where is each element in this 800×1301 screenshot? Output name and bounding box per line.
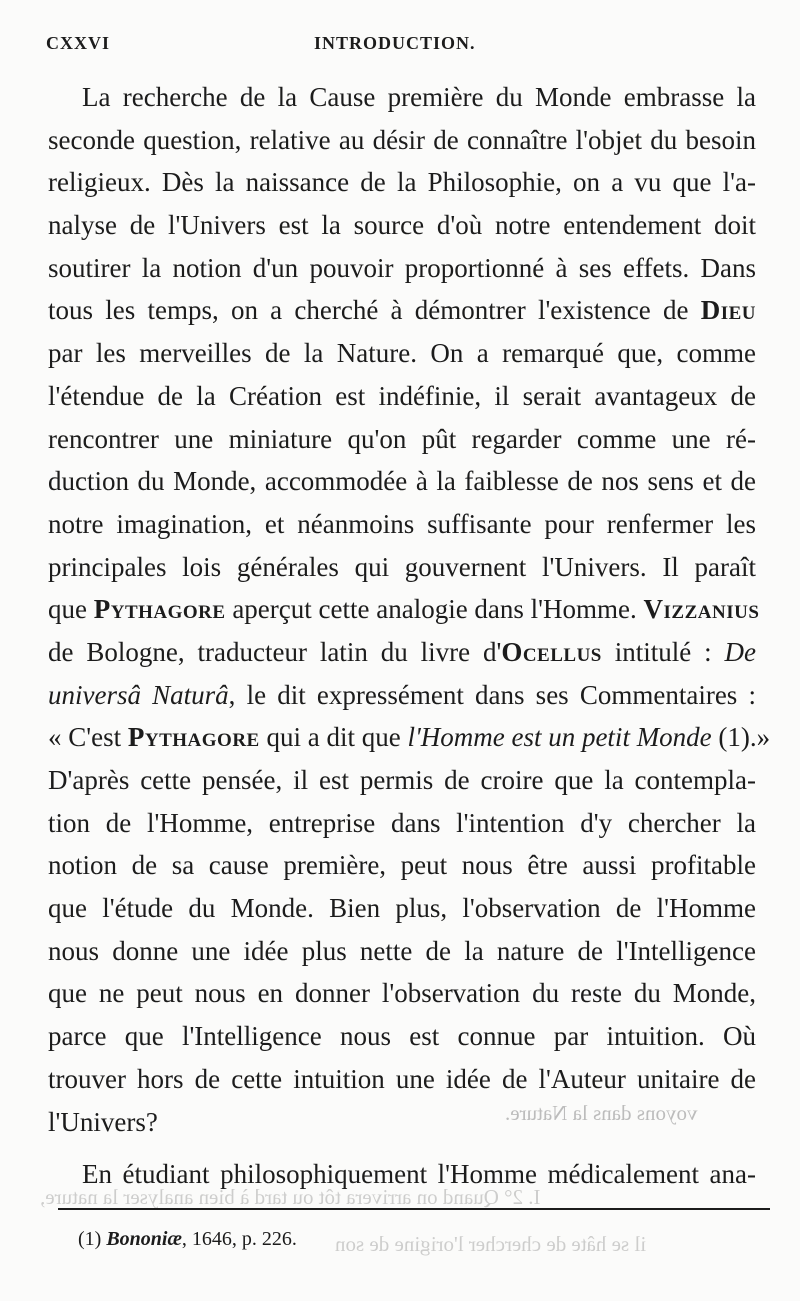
name-pythagore: Pythagore [127, 722, 260, 753]
footnote-source: Bononiæ [106, 1228, 182, 1250]
text-line: parce que l'Intelligence nous est connue par intuition. Où [48, 1021, 756, 1052]
text-line: principales lois générales qui gouvernent l'Univers. Il paraît [48, 551, 756, 582]
text-segment: qui a dit que [266, 722, 401, 753]
quotation: l'Homme est un petit Monde [407, 722, 712, 753]
footnote [78, 1228, 297, 1251]
bleed-through-text: I. 2° Quand on arrivera tôt ou tard à bien analyser la nature, [40, 1185, 541, 1209]
text-line: l'étendue de la Création est indéfinie, il serait avantageux de [48, 380, 756, 411]
text-line: nous donne une idée plus nette de la nature de l'Intelligence [48, 935, 756, 966]
name-dieu: Dieu [700, 295, 757, 326]
text-line: En étudiant philosophiquement l'Homme médicalement ana- [82, 1159, 756, 1190]
paragraph-gap [48, 1143, 756, 1153]
running-title: INTRODUCTION. [314, 33, 476, 53]
bleed-through-text: voyons dans la Nature. [505, 1101, 698, 1125]
text-line [48, 588, 760, 631]
name-pythagore: Pythagore [93, 594, 226, 625]
text-line: notre imagination, et néanmoins suffisante pour renfermer les [48, 508, 756, 539]
text-segment: de Bologne, traducteur latin du livre d' [48, 636, 502, 667]
footnote-ref: (1).» [718, 722, 771, 753]
italic-title: De [724, 636, 757, 667]
name-vizzanius: Vizzanius [643, 594, 760, 625]
text-segment: tous les temps, on a cherché à démontrer l'existence de [48, 295, 689, 326]
name-ocellus: Ocellus [501, 636, 602, 667]
text-line [48, 716, 771, 759]
text-line: trouver hors de cette intuition une idée de l'Auteur unitaire de [48, 1063, 756, 1094]
text-line: D'après cette pensée, il est permis de croire que la contempla- [48, 765, 756, 795]
footnote-rule [58, 1208, 770, 1210]
footnote-marker: (1) [78, 1228, 102, 1250]
text-segment: que [48, 594, 87, 625]
text-line [48, 289, 756, 332]
text-segment: « C'est [48, 722, 122, 753]
text-line: l'Univers? [48, 1106, 158, 1137]
bleed-through-text: il se hâte de chercher l'origine de son [335, 1232, 647, 1256]
text-line: nalyse de l'Univers est la source d'où notre entendement doit [48, 210, 756, 241]
text-line [48, 631, 756, 674]
text-line: religieux. Dès la naissance de la Philosophie, on a vu que l'a- [48, 167, 756, 198]
body-text [48, 76, 771, 1196]
text-line: La recherche de la Cause première du Monde embrasse la [82, 82, 756, 112]
text-line: notion de sa cause première, peut nous être aussi profitable [48, 850, 756, 881]
text-segment: intitulé : [614, 636, 712, 667]
text-line: par les merveilles de la Nature. On a remarqué que, comme [48, 338, 756, 369]
page-number: CXXVI [46, 33, 111, 53]
text-line: tion de l'Homme, entreprise dans l'intention d'y chercher la [48, 807, 756, 838]
text-line: que l'étude du Monde. Bien plus, l'observation de l'Homme [48, 893, 756, 924]
text-segment: aperçut cette analogie dans l'Homme. [232, 594, 637, 625]
text-segment: , le dit expressément dans ses Commentaires : [228, 679, 756, 710]
text-line [48, 674, 756, 717]
running-head [46, 33, 756, 61]
text-line: rencontrer une miniature qu'on pût regarder comme une ré- [48, 423, 756, 454]
text-line: duction du Monde, accommodée à la faiblesse de nos sens et de [48, 466, 756, 497]
text-line: seconde question, relative au désir de connaître l'objet du besoin [48, 124, 756, 155]
text-line: soutirer la notion d'un pouvoir proportionné à ses effets. Dans [48, 252, 756, 283]
text-line: que ne peut nous en donner l'observation du reste du Monde, [48, 978, 756, 1009]
footnote-citation: , 1646, p. 226. [181, 1228, 297, 1250]
italic-title: universâ Naturâ [48, 679, 229, 710]
